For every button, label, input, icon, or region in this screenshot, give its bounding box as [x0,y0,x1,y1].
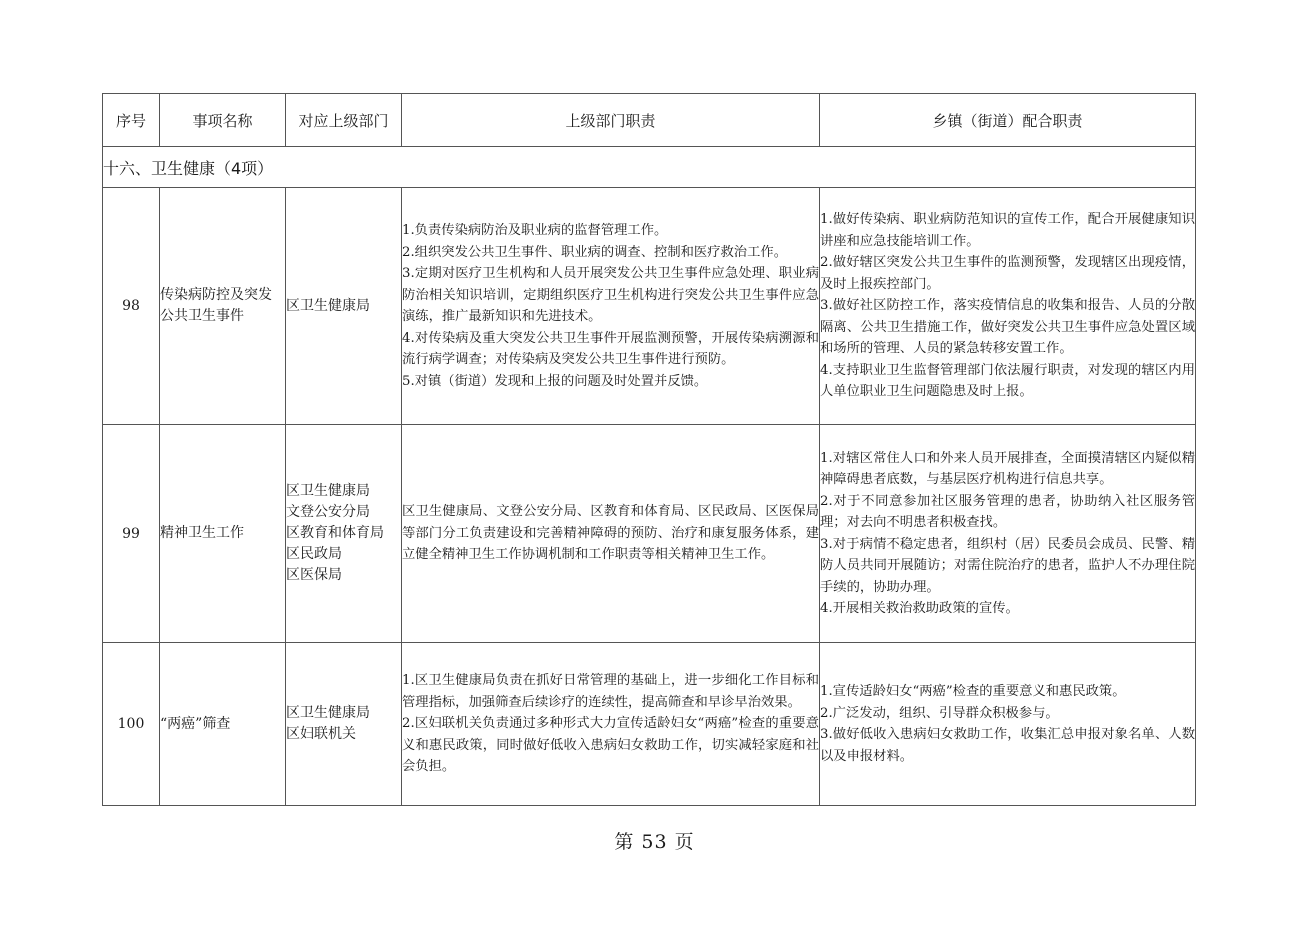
table-row [103,425,1196,643]
upper-duty-item: 2.区妇联机关负责通过多种形式大力宣传适龄妇女“两癌”检查的重要意义和惠民政策，同时做好低收入患病妇女救助工作，切实减轻家庭和社会负担。 [402,716,820,775]
town-duty-item: 4.支持职业卫生监督管理部门依法履行职责，对发现的辖区内用人单位职业卫生问题隐患及时上报。 [820,362,1195,400]
item-name: 传染病防控及突发公共卫生事件 [160,188,286,425]
row-index: 98 [103,188,160,425]
upper-duty-item: 2.组织突发公共卫生事件、职业病的调查、控制和医疗救治工作。 [402,244,787,260]
upper-duty-item: 1.负责传染病防治及职业病的监督管理工作。 [402,223,668,238]
header-town: 乡镇（街道）配合职责 [820,94,1196,147]
town-duty-item: 3.做好低收入患病妇女救助工作，收集汇总申报对象名单、人数以及申报材料。 [820,727,1195,764]
upper-duty-item: 5.对镇（街道）发现和上报的问题及时处置并反馈。 [402,373,708,389]
header-index: 序号 [103,94,160,147]
dept-line: 区卫生健康局 [286,297,370,314]
upper-duty-item: 3.定期对医疗卫生机构和人员开展突发公共卫生事件应急处理、职业病防治相关知识培训，定期组织医疗卫生机构进行突发公共卫生事件应急演练，推广最新知识和先进技术。 [402,266,819,324]
item-name: 精神卫生工作 [160,425,286,643]
town-duty-cell [820,425,1196,643]
dept-cell [286,425,402,643]
table-row [103,643,1196,806]
row-index: 100 [103,643,160,806]
town-duty-item: 2.做好辖区突发公共卫生事件的监测预警，发现辖区出现疫情，及时上报疾控部门。 [820,255,1195,292]
header-dept: 对应上级部门 [286,94,402,147]
upper-duty-cell [402,643,820,806]
upper-duty-cell [402,425,820,643]
upper-duty-cell [402,188,820,425]
page-number: 第 53 页 [614,831,695,853]
section-title: 十六、卫生健康（4项） [103,147,1196,188]
section-row [103,147,1196,188]
town-duty-item: 1.宣传适龄妇女“两癌”检查的重要意义和惠民政策。 [820,684,1126,699]
dept-line: 区医保局 [286,567,342,583]
item-name: “两癌”筛查 [160,643,286,806]
town-duty-item: 1.做好传染病、职业病防范知识的宣传工作，配合开展健康知识讲座和应急技能培训工作。 [820,212,1195,249]
town-duty-cell [820,188,1196,425]
town-duty-cell [820,643,1196,806]
dept-line: 文登公安分局 [286,504,370,520]
upper-duty-item: 1.区卫生健康局负责在抓好日常管理的基础上，进一步细化工作目标和管理指标，加强筛查后续诊疗的连续性，提高筛查和早诊早治效果。 [402,673,819,710]
dept-cell [286,188,402,425]
dept-line: 区民政局 [286,546,342,562]
dept-line: 区卫生健康局 [286,483,370,499]
dept-line: 区教育和体育局 [286,525,384,541]
upper-duty-item: 4.对传染病及重大突发公共卫生事件开展监测预警，开展传染病溯源和流行病学调查；对传染病及突发公共卫生事件进行预防。 [402,330,819,367]
town-duty-item: 3.对于病情不稳定患者，组织村（居）民委员会成员、民警、精防人员共同开展随访；对需住院治疗的患者，监护人不办理住院手续的，协助办理。 [820,536,1195,595]
town-duty-item: 4.开展相关救治救助政策的宣传。 [820,601,1019,616]
upper-duty-item: 区卫生健康局、文登公安分局、区教育和体育局、区民政局、区医保局等部门分工负责建设和完善精神障碍的预防、治疗和康复服务体系，建立健全精神卫生工作协调机制和工作职责等相关精神卫生工作。 [402,504,819,563]
row-index: 99 [103,425,160,643]
town-duty-item: 2.广泛发动，组织、引导群众积极参与。 [820,705,1059,721]
town-duty-item: 2.对于不同意参加社区服务管理的患者，协助纳入社区服务管理；对去向不明患者积极查找。 [820,493,1195,530]
dept-line: 区妇联机关 [286,726,356,742]
table-row [103,188,1196,425]
town-duty-item: 1.对辖区常住人口和外来人员开展排查，全面摸清辖区内疑似精神障碍患者底数，与基层医疗机构进行信息共享。 [820,450,1195,487]
header-name: 事项名称 [160,94,286,147]
header-upper: 上级部门职责 [402,94,820,147]
duty-table [102,93,1196,806]
town-duty-item: 3.做好社区防控工作，落实疫情信息的收集和报告、人员的分散隔离、公共卫生措施工作，做好突发公共卫生事件应急处置区域和场所的管理、人员的紧急转移安置工作。 [820,298,1195,357]
dept-cell [286,643,402,806]
table-header-row [103,94,1196,147]
dept-line: 区卫生健康局 [286,705,370,721]
